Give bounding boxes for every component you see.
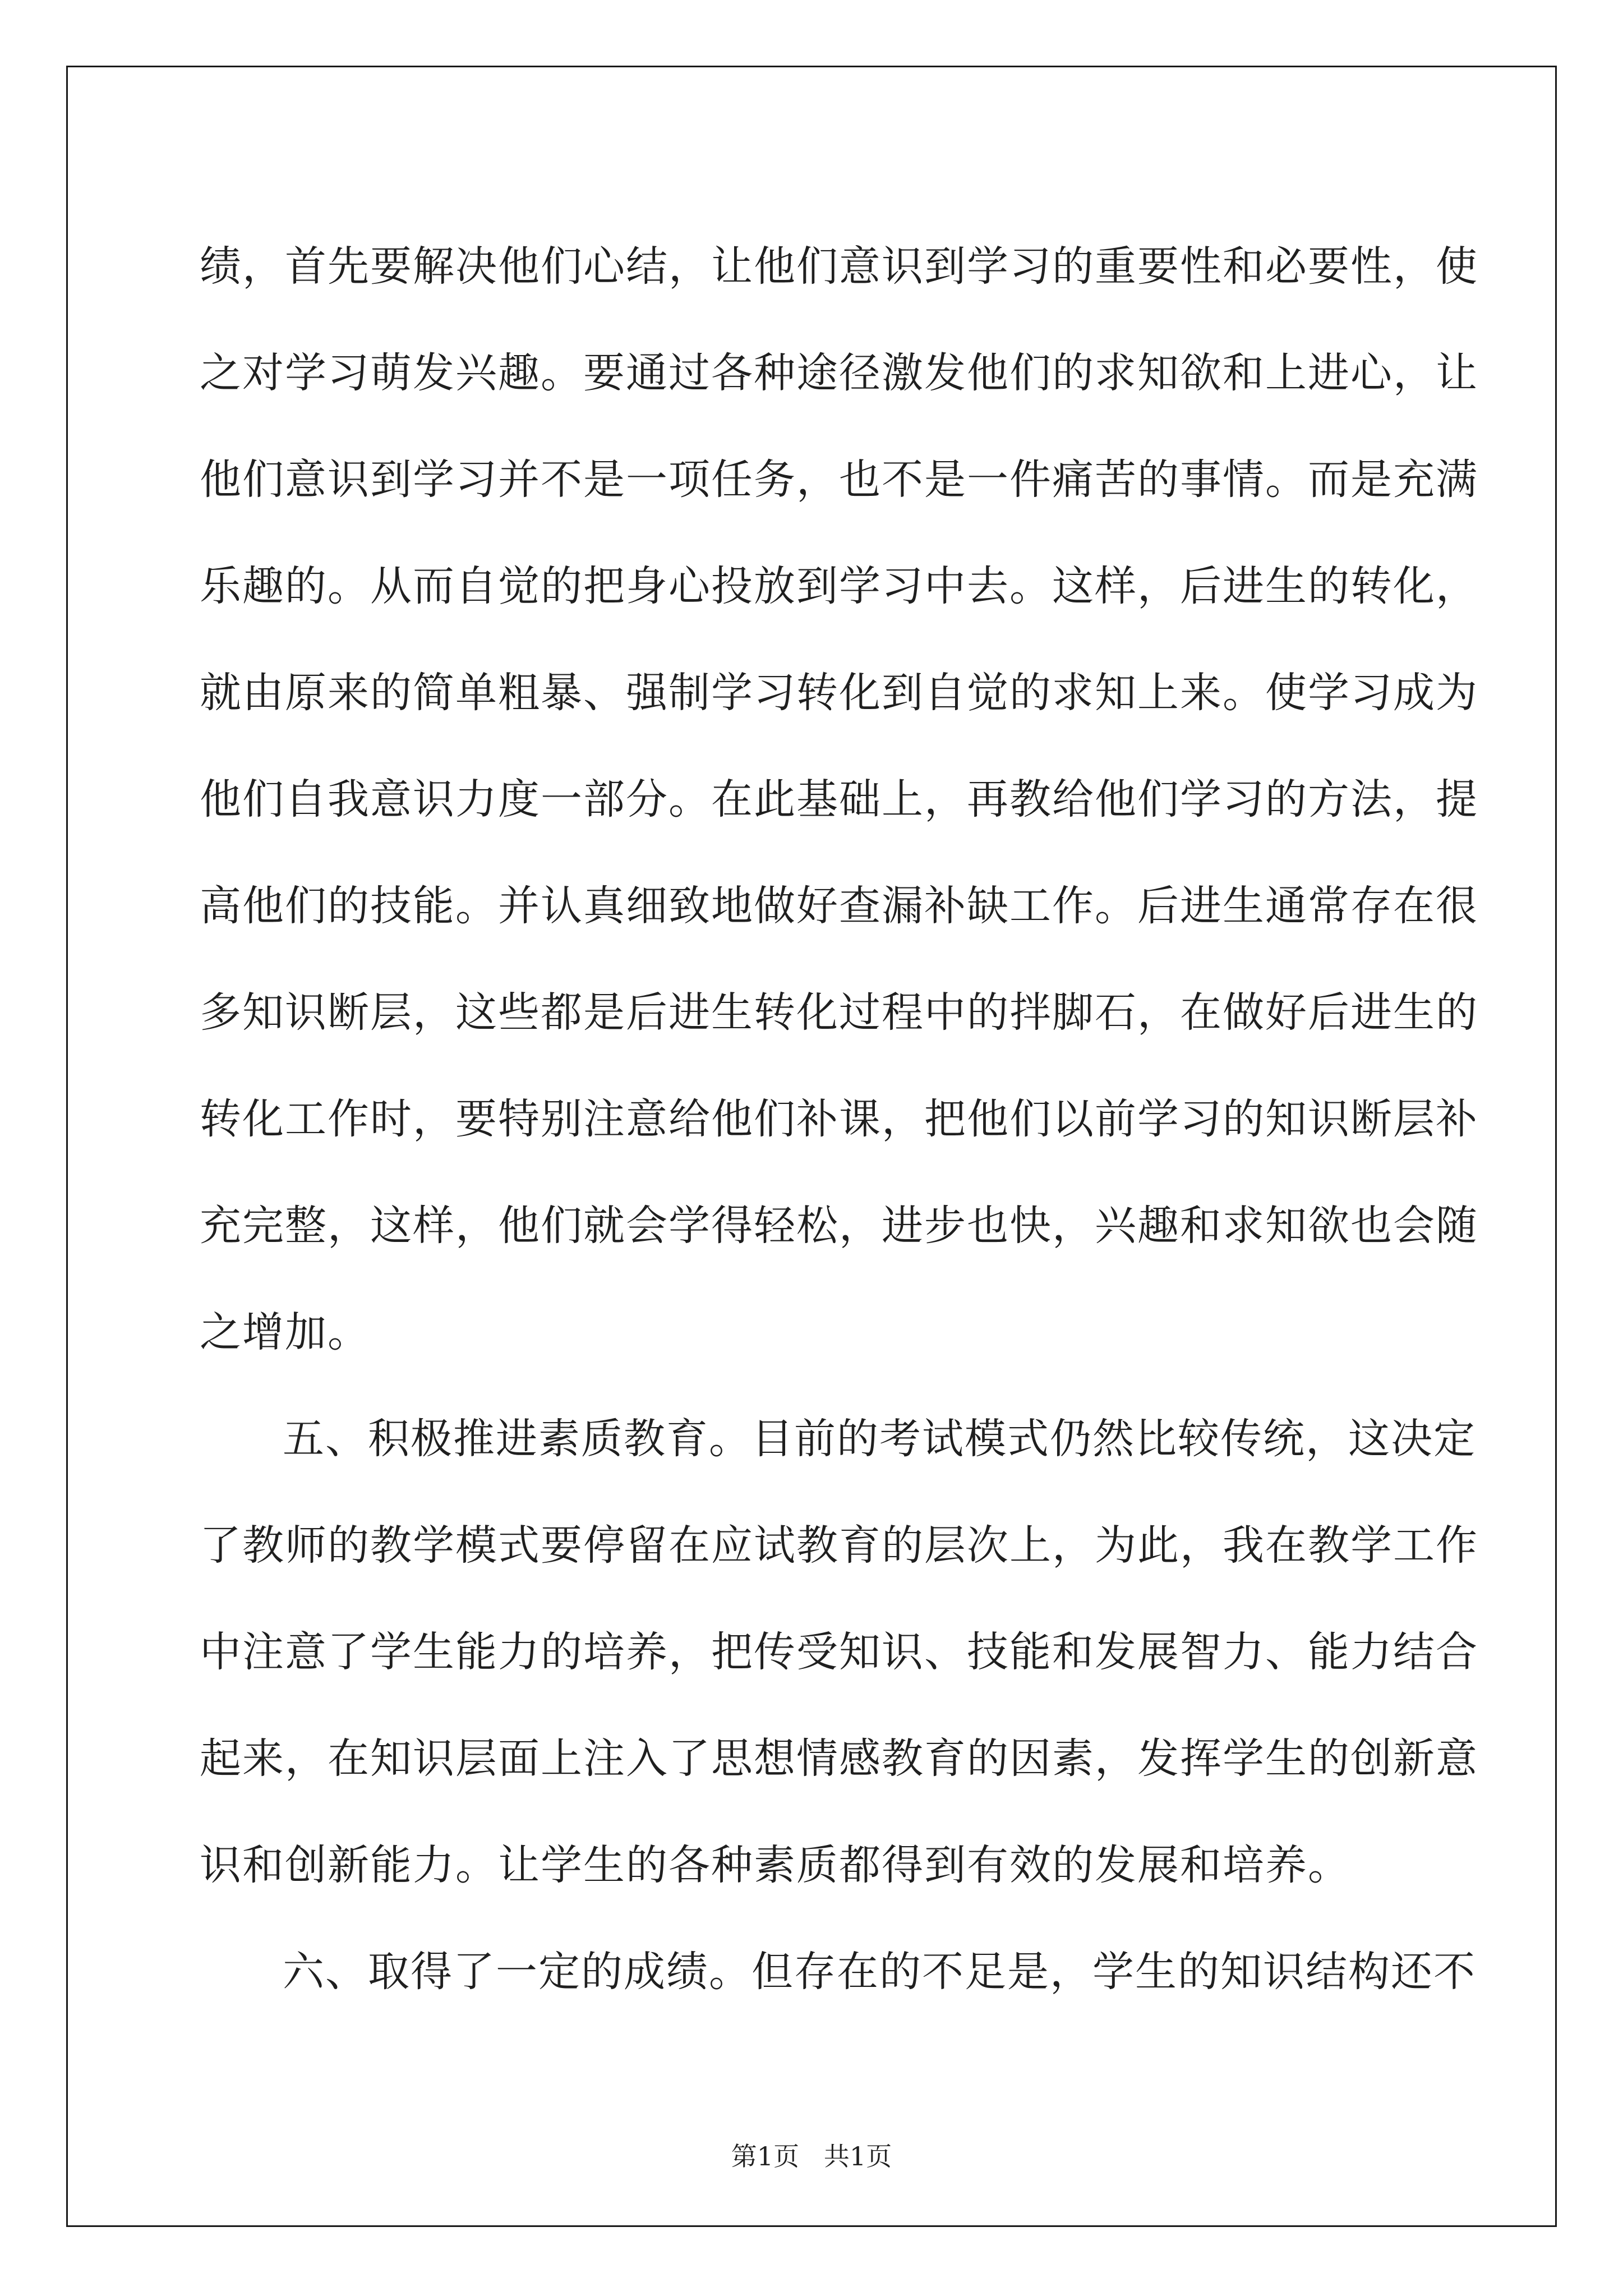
text-line: 之对学习萌发兴趣。要通过各种途径激发他们的求知欲和上进心，让 (200, 349, 1478, 397)
text-line: 识和创新能力。让学生的各种素质都得到有效的发展和培养。 (200, 1841, 1350, 1889)
paragraph-first-line: 六、取得了一定的成绩。但存在的不足是，学生的知识结构还不 (283, 1948, 1476, 1996)
text-line: 高他们的技能。并认真细致地做好查漏补缺工作。后进生通常存在很 (200, 882, 1478, 930)
text-line: 他们自我意识力度一部分。在此基础上，再教给他们学习的方法，提 (200, 775, 1478, 823)
text-line: 充完整，这样，他们就会学得轻松，进步也快，兴趣和求知欲也会随 (200, 1202, 1478, 1250)
text-line: 多知识断层，这些都是后进生转化过程中的拌脚石，在做好后进生的 (200, 988, 1478, 1037)
text-line: 就由原来的简单粗暴、强制学习转化到自觉的求知上来。使学习成为 (200, 669, 1478, 717)
page-footer: 第1页 共1页 (731, 2141, 892, 2171)
text-line: 了教师的教学模式要停留在应试教育的层次上，为此，我在教学工作 (200, 1521, 1478, 1570)
text-line: 转化工作时，要特别注意给他们补课，把他们以前学习的知识断层补 (200, 1095, 1478, 1143)
text-line: 乐趣的。从而自觉的把身心投放到学习中去。这样，后进生的转化， (200, 562, 1478, 610)
text-line: 他们意识到学习并不是一项任务，也不是一件痛苦的事情。而是充满 (200, 455, 1478, 504)
document-body (200, 213, 1478, 2025)
text-line: 绩，首先要解决他们心结，让他们意识到学习的重要性和必要性，使 (200, 242, 1478, 291)
paragraph-first-line: 五、积极推进素质教育。目前的考试模式仍然比较传统，这决定 (283, 1415, 1476, 1463)
text-line: 之增加。 (200, 1308, 370, 1356)
text-line: 中注意了学生能力的培养，把传受知识、技能和发展智力、能力结合 (200, 1628, 1478, 1676)
text-line: 起来，在知识层面上注入了思想情感教育的因素，发挥学生的创新意 (200, 1734, 1478, 1783)
